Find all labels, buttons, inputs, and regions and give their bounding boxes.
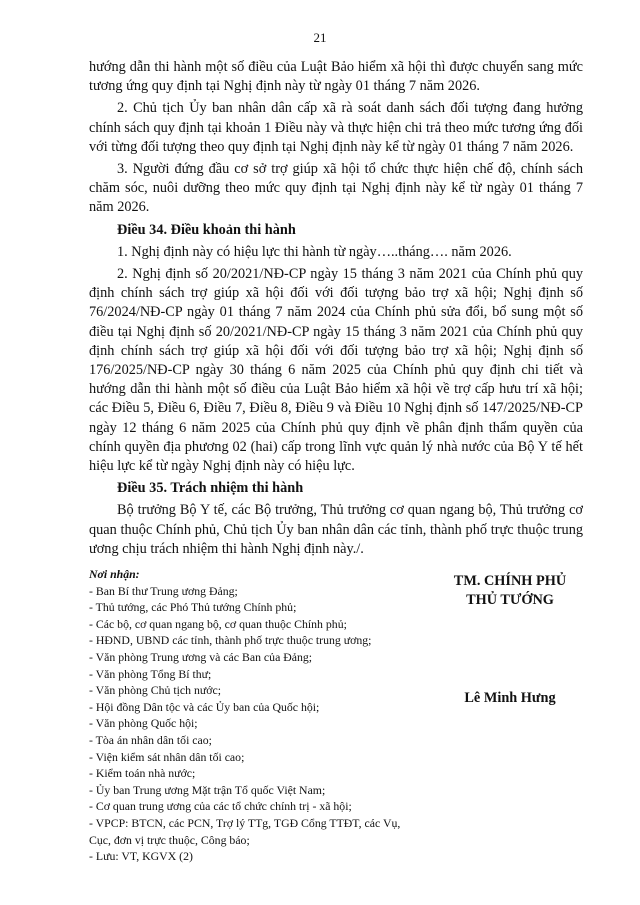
recipient-item: - Lưu: VT, KGVX (2): [89, 849, 193, 864]
recipients-block: [89, 566, 419, 865]
paragraph: 2. Chủ tịch Ủy ban nhân dân cấp xã rà soát danh sách đối tượng đang hưởng chính sách quy định tại khoản 1 Điều này và thực hiện chi trả theo mức tương ứng đối với từng đối tượng theo quy định tại Nghị định này kể từ ngày 01 tháng 7 năm 2026.: [89, 100, 583, 155]
paragraph: hướng dẫn thi hành một số điều của Luật Bảo hiểm xã hội thì được chuyển sang mức tương ứng quy định tại Nghị định này từ ngày 01 tháng 7 năm 2026.: [89, 59, 583, 95]
recipient-item: - Thủ tướng, các Phó Thủ tướng Chính phủ;: [89, 600, 297, 615]
recipients-title: Nơi nhận:: [89, 567, 140, 581]
recipient-item: - Tòa án nhân dân tối cao;: [89, 732, 212, 747]
recipient-item: - Các bộ, cơ quan ngang bộ, cơ quan thuộc Chính phủ;: [89, 616, 347, 631]
article-heading: Điều 35. Trách nhiệm thi hành: [117, 480, 304, 497]
recipient-item: - Ban Bí thư Trung ương Đảng;: [89, 583, 238, 598]
recipient-item: - Hội đồng Dân tộc và các Ủy ban của Quốc hội;: [89, 699, 320, 714]
paragraph: 2. Nghị định số 20/2021/NĐ-CP ngày 15 tháng 3 năm 2021 của Chính phủ quy định chính sách trợ giúp xã hội đối với đối tượng bảo trợ xã hội; Nghị định số 76/2024/NĐ-CP ngày 01 tháng 7 năm 2024 của Chính phủ sửa đổi, bổ sung một số điều tại Nghị định số 20/2021/NĐ-CP ngày 15 tháng 3 năm 2021 của Chính phủ quy định chính sách trợ giúp xã hội đối với đối tượng bảo trợ xã hội; Nghị định số 176/2025/NĐ-CP ngày 30 tháng 6 năm 2025 của Chính phủ quy định chi tiết và hướng dẫn thi hành một số điều của Luật Bảo hiểm xã hội về trợ cấp hưu trí xã hội; các Điều 5, Điều 6, Điều 7, Điều 8, Điều 9 và Điều 10 Nghị định số 147/2025/NĐ-CP ngày 12 tháng 6 năm 2025 của Chính phủ quy định về phân định thẩm quyền của chính quyền địa phương 02 (hai) cấp trong lĩnh vực quản lý nhà nước của Bộ Y tế hết hiệu lực kể từ ngày Nghị định này có hiệu lực.: [89, 266, 583, 475]
recipients-list: [89, 583, 419, 865]
recipient-item: - Cơ quan trung ương của các tổ chức chính trị - xã hội;: [89, 799, 352, 814]
recipient-item: - Văn phòng Quốc hội;: [89, 716, 198, 731]
signer-name: Lê Minh Hưng: [464, 690, 556, 706]
document-body: [89, 58, 583, 562]
recipient-item: - Ủy ban Trung ương Mặt trận Tổ quốc Việt Nam;: [89, 782, 326, 797]
recipient-item: - HĐND, UBND các tỉnh, thành phố trực thuộc trung ương;: [89, 633, 372, 648]
recipient-item: - VPCP: BTCN, các PCN, Trợ lý TTg, TGĐ Cổng TTĐT, các Vụ, Cục, đơn vị trực thuộc, Công báo;: [89, 815, 401, 847]
recipient-item: - Văn phòng Chủ tịch nước;: [89, 683, 222, 698]
signature-org: [420, 572, 600, 610]
paragraph: 3. Người đứng đầu cơ sở trợ giúp xã hội tổ chức thực hiện chế độ, chính sách chăm sóc, nuôi dưỡng theo mức quy định tại Nghị định này kể từ ngày 01 tháng 7 năm 2026.: [89, 161, 583, 216]
signature-org-line2: THỦ TƯỚNG: [466, 592, 554, 608]
article-heading: Điều 34. Điều khoản thi hành: [117, 221, 296, 238]
recipient-item: - Văn phòng Tổng Bí thư;: [89, 666, 212, 681]
recipient-item: - Kiểm toán nhà nước;: [89, 766, 196, 781]
recipient-item: - Văn phòng Trung ương và các Ban của Đảng;: [89, 649, 313, 664]
signature-org-line1: TM. CHÍNH PHỦ: [453, 573, 567, 589]
page-number: 21: [313, 30, 327, 45]
recipient-item: - Viện kiểm sát nhân dân tối cao;: [89, 749, 245, 764]
paragraph: Bộ trưởng Bộ Y tế, các Bộ trưởng, Thủ trưởng cơ quan ngang bộ, Thủ trưởng cơ quan thuộc Chính phủ, Chủ tịch Ủy ban nhân dân các tỉnh, thành phố trực thuộc trung ương chịu trách nhiệm thi hành Nghị định này./.: [89, 502, 583, 557]
paragraph: 1. Nghị định này có hiệu lực thi hành từ ngày…..tháng…. năm 2026.: [117, 243, 512, 260]
